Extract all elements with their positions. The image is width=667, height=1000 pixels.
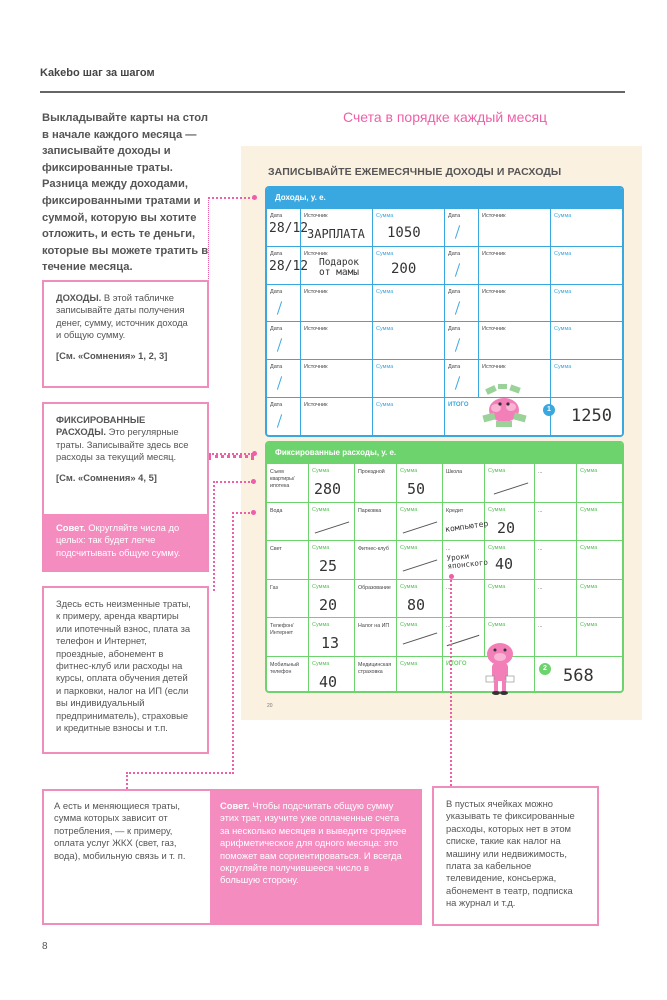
date-cell (267, 398, 301, 435)
running-head: Kakebo шаг за шагом (40, 67, 155, 79)
source-label: Источник (482, 288, 506, 295)
sum-label: Сумма (376, 288, 394, 295)
expense-name-cell (355, 541, 397, 579)
sum-label: Сумма (488, 468, 506, 474)
page-number: 8 (42, 941, 48, 952)
source-cell (301, 247, 373, 284)
expense-name-cell (355, 464, 397, 502)
expense-sum-cell (397, 541, 443, 579)
expense-name: ... (446, 546, 451, 552)
income-table-title: Доходы, у. е. (267, 188, 622, 208)
tip-text: Чтобы подсчитать общую сумму этих трат, изучите уже оплаченные счета за несколько месяцев и выведите среднее арифметическое для одного месяца: это поможет вам сориентироваться. И всегда округляйте получившееся число в большую сторону. (220, 800, 407, 886)
source-label: Источник (304, 288, 328, 295)
dash-mark (403, 559, 438, 571)
sum-label: Сумма (554, 326, 572, 333)
tip-rounding-box (44, 514, 207, 570)
handwritten-sum: 40 (495, 555, 514, 573)
sum-label: Сумма (554, 213, 572, 219)
expense-name-cell (535, 580, 577, 618)
sheet-title: Счета в порядке каждый месяц (343, 109, 548, 125)
handwritten-sum: 1050 (387, 225, 421, 241)
income-total-badge: 1 (543, 404, 555, 416)
handwritten-sum: 50 (407, 480, 426, 498)
connector-dot (251, 510, 256, 515)
pig-with-money-icon (478, 384, 530, 430)
handwritten-sum: 80 (407, 595, 426, 614)
intro-paragraph: Выкладывайте карты на стол в начале каждого месяца — записывайте доходы и фиксированные траты. Разница между доходами, фиксированными тратами и суммой, которую вы хотите отложить, и есть те деньги, которые вы можете тратить в течение месяца. (42, 112, 209, 274)
expense-sum-cell (577, 580, 624, 618)
expense-name: ... (446, 623, 451, 629)
date-cell (267, 322, 301, 359)
dash-mark (494, 482, 529, 494)
fixed-row (267, 540, 622, 579)
expense-name: Налог на ИП (358, 623, 390, 629)
date-cell (267, 209, 309, 246)
income-callout-body: В этой табличке записывайте даты получения денег, сумму, источник дохода и общую сумму. (56, 292, 188, 341)
unchanging-expenses-text: Здесь есть неизменные траты, к примеру, аренда квартиры или ипотечный взнос, плата за телефон и Интернет, проездные, абонемент в фитнес-клуб или расходы на курсы, оплата обучения детей и парковки, налог на ИП (если вы индивидуальный предприниматель), страховые и кредитные взносы и т.п. (56, 598, 191, 734)
expense-sum-cell (577, 618, 624, 656)
sum-label: Сумма (580, 545, 598, 551)
fixed-callout-text (56, 414, 195, 464)
handwritten-source: Подарок от мамы (318, 256, 360, 278)
date-label: Дата (270, 364, 283, 371)
tip-label: Совет. (56, 522, 86, 533)
connector-line (450, 576, 452, 786)
source-label: Источник (482, 250, 506, 257)
expense-name: Медицинская страховка (358, 661, 392, 675)
expense-sum-cell (485, 464, 535, 502)
date-label: Дата (270, 326, 283, 333)
expense-name: Газ (270, 584, 278, 591)
expense-name-cell (355, 503, 397, 541)
handwritten-sum: 200 (391, 260, 417, 277)
slash-mark (455, 225, 460, 239)
connector-dot (449, 574, 454, 579)
slash-mark (455, 339, 460, 353)
expense-name-cell (535, 464, 577, 502)
expense-name: ... (538, 507, 543, 514)
expense-sum-cell (397, 618, 443, 656)
date-cell (445, 247, 479, 284)
expense-sum-cell (485, 541, 535, 579)
date-label: Дата (448, 364, 461, 371)
fixed-callout-content (44, 404, 207, 494)
expense-name: Проездной (358, 469, 385, 475)
expense-name-cell (267, 503, 309, 541)
income-row (267, 359, 622, 397)
source-label: Источник (482, 213, 506, 219)
sum-cell (551, 247, 624, 284)
expense-sum-cell (397, 503, 443, 541)
sum-cell (373, 209, 445, 246)
worksheet-page-number: 20 (267, 703, 273, 709)
handwritten-sum: 20 (497, 518, 516, 537)
income-table (265, 186, 624, 437)
expense-name-cell (535, 503, 577, 541)
date-cell (267, 247, 309, 284)
handwritten-date: 28/12 (269, 258, 309, 274)
expense-name: Телефон/ Интернет (270, 623, 294, 636)
sum-label: Сумма (400, 468, 418, 474)
connector-dot (251, 479, 256, 484)
sum-label: Сумма (554, 364, 572, 371)
connector-line (208, 453, 254, 458)
source-label: Источник (304, 213, 328, 219)
sum-label: Сумма (376, 326, 394, 333)
fixed-total-badge: 2 (539, 663, 551, 675)
sum-cell (551, 209, 624, 246)
fixed-table-title: Фиксированные расходы, у. е. (267, 443, 622, 463)
sum-label: Сумма (400, 660, 418, 667)
handwritten-note: компьютер (444, 518, 489, 534)
expense-name: ... (446, 584, 451, 591)
expense-name-cell (267, 464, 309, 502)
expense-name: Парковка (358, 507, 382, 514)
fixed-row (267, 656, 622, 694)
fixed-callout-reference: [См. «Сомнения» 4, 5] (56, 471, 157, 483)
expense-name-cell (535, 541, 577, 579)
expense-name-cell (267, 618, 309, 656)
expense-name: Свет (270, 546, 282, 552)
sum-cell (551, 285, 624, 322)
slash-mark (455, 376, 460, 390)
expense-sum-cell (309, 618, 355, 656)
fixed-total-value: 568 (563, 665, 594, 686)
fixed-row (267, 617, 622, 656)
variable-expenses-text: А есть и меняющиеся траты, сумма которых зависит от потребления, — к примеру, оплата услуг ЖКХ (свет, газ, вода), мобильную связь и т. п. (54, 800, 186, 861)
sum-label: Сумма (312, 622, 330, 628)
sum-label: Сумма (400, 545, 418, 551)
income-row (267, 208, 622, 246)
sum-cell (373, 322, 445, 359)
expense-sum-cell (397, 464, 443, 502)
expense-name: Съем квартиры/ ипотека (270, 469, 295, 489)
expense-name: ... (538, 623, 543, 629)
date-label: Дата (270, 250, 283, 257)
slash-mark (277, 301, 282, 315)
date-cell (445, 360, 479, 397)
source-cell (479, 209, 551, 246)
sum-label: Сумма (312, 583, 330, 590)
fixed-total-label: ИТОГО (446, 660, 467, 667)
expense-name: Образование (358, 584, 391, 591)
income-callout-box (42, 280, 209, 388)
handwritten-source: ЗАРПЛАТА (307, 227, 365, 241)
expense-name-cell (267, 657, 309, 694)
expense-sum-cell (577, 503, 624, 541)
sum-label: Сумма (376, 364, 394, 371)
expense-name: Школа (446, 469, 463, 475)
date-cell (445, 322, 479, 359)
tip-label: Совет. (220, 800, 250, 811)
expense-sum-cell (397, 580, 443, 618)
handwritten-sum: 20 (319, 595, 338, 614)
source-label: Источник (482, 364, 506, 371)
source-cell (479, 285, 551, 322)
sum-label: Сумма (488, 545, 506, 551)
sum-label: Сумма (312, 545, 330, 551)
slash-mark (277, 376, 282, 390)
slash-mark (277, 414, 282, 428)
fixed-callout-heading: ФИКСИРОВАННЫЕ РАСХОДЫ. (56, 414, 146, 438)
expense-sum-cell (397, 657, 443, 694)
income-callout-text (56, 292, 195, 342)
handwritten-sum: 13 (321, 634, 340, 652)
expense-name: Фитнес-клуб (358, 546, 389, 552)
connector-dot (252, 451, 257, 456)
expense-sum-cell (309, 541, 355, 579)
expense-name-cell (267, 580, 309, 618)
sum-cell (551, 360, 624, 397)
expense-sum-cell (577, 541, 624, 579)
expense-name-cell (535, 618, 577, 656)
variable-expenses-box (42, 789, 422, 925)
expense-name-cell (267, 541, 309, 579)
income-row (267, 321, 622, 359)
sum-label: Сумма (376, 213, 394, 219)
date-cell (267, 360, 301, 397)
unchanging-expenses-box (42, 586, 209, 754)
expense-name-cell (355, 580, 397, 618)
sum-label: Сумма (400, 583, 418, 590)
date-cell (445, 285, 479, 322)
expense-sum-cell (309, 464, 355, 502)
header-rule (40, 91, 625, 93)
handwritten-sum: 280 (314, 480, 342, 498)
income-total-cell (547, 398, 624, 435)
sum-label: Сумма (554, 250, 572, 257)
source-cell (479, 247, 551, 284)
expense-name: ... (538, 584, 543, 591)
sum-label: Сумма (580, 506, 598, 513)
sum-label: Сумма (580, 468, 598, 474)
expense-name: Кредит (446, 507, 464, 514)
empty-cells-box (432, 786, 599, 926)
fixed-row (267, 579, 622, 618)
expense-name-cell (443, 541, 489, 579)
expense-name-cell (355, 657, 397, 694)
expense-name-cell (443, 464, 485, 502)
source-label: Источник (304, 326, 328, 333)
expense-name-cell (443, 503, 489, 541)
date-label: Дата (270, 401, 283, 408)
sum-label: Сумма (400, 506, 418, 513)
sum-label: Сумма (488, 622, 506, 628)
income-total-label: ИТОГО (448, 401, 469, 408)
handwritten-sum: 25 (319, 557, 338, 575)
date-cell (445, 209, 479, 246)
source-cell (301, 209, 373, 246)
income-row (267, 397, 622, 435)
source-cell (301, 322, 373, 359)
worksheet-heading: ЗАПИСЫВАЙТЕ ЕЖЕМЕСЯЧНЫЕ ДОХОДЫ И РАСХОДЫ (268, 166, 562, 178)
source-label: Источник (304, 401, 328, 408)
expense-name: ... (538, 546, 543, 552)
dash-mark (403, 521, 438, 533)
source-label: Источник (304, 250, 328, 257)
tip-average-box (210, 791, 420, 923)
sum-label: Сумма (554, 288, 572, 295)
sum-cell (373, 360, 445, 397)
date-cell (267, 285, 301, 322)
source-cell (301, 360, 373, 397)
slash-mark (455, 263, 460, 277)
date-label: Дата (448, 213, 461, 219)
sum-label: Сумма (488, 583, 506, 590)
fixed-total-cell (535, 657, 624, 694)
income-callout-heading: ДОХОДЫ. (56, 292, 102, 303)
source-label: Источник (482, 326, 506, 333)
source-cell (301, 285, 373, 322)
expense-sum-cell (485, 503, 535, 541)
date-label: Дата (270, 213, 283, 219)
expense-sum-cell (309, 580, 355, 618)
expense-name: Вода (270, 507, 283, 514)
expense-name: ... (538, 469, 543, 475)
pig-empty-pockets-icon (478, 638, 522, 698)
expense-sum-cell (309, 503, 355, 541)
connector-line (208, 197, 254, 317)
sum-label: Сумма (400, 622, 418, 628)
empty-cells-text: В пустых ячейках можно указывать те фиксированные расходы, которых нет в этом списке, такие как налог на машину или недвижимость, плата за кабельное телевидение, консьержа, абонемент в театр, подписка на журнал и т.д. (446, 798, 575, 909)
dash-mark (315, 521, 350, 533)
fixed-row (267, 502, 622, 541)
sum-cell (373, 247, 445, 284)
dash-mark (403, 632, 438, 644)
sum-label: Сумма (488, 506, 506, 513)
expense-sum-cell (485, 580, 535, 618)
handwritten-date: 28/12 (269, 221, 309, 236)
income-total-value: 1250 (571, 405, 612, 426)
expense-sum-cell (309, 657, 355, 694)
expense-sum-cell (577, 464, 624, 502)
income-row (267, 284, 622, 322)
sum-label: Сумма (580, 622, 598, 628)
fixed-callout-body: Это регулярные траты. Записывайте здесь все расходы за текущий месяц. (56, 426, 189, 463)
sum-label: Сумма (312, 506, 330, 513)
sum-label: Сумма (312, 660, 330, 667)
connector-dot (252, 195, 257, 200)
slash-mark (277, 339, 282, 353)
date-label: Дата (448, 288, 461, 295)
sum-label: Сумма (376, 250, 394, 257)
sum-label: Сумма (376, 401, 394, 408)
date-label: Дата (270, 288, 283, 295)
fixed-expenses-table (265, 441, 624, 693)
handwritten-note: Уроки японского (446, 551, 489, 571)
date-label: Дата (448, 250, 461, 257)
tip-text: Округляйте числа до целых: так будет легче подсчитывать общую сумму. (56, 522, 181, 558)
expense-name: Мобильный телефон (270, 661, 299, 675)
sum-cell (373, 398, 445, 435)
connector-line (232, 512, 254, 774)
handwritten-sum: 40 (319, 672, 338, 691)
income-row (267, 246, 622, 284)
source-cell (301, 398, 373, 435)
sum-cell (551, 322, 624, 359)
date-label: Дата (448, 326, 461, 333)
sum-label: Сумма (580, 583, 598, 590)
source-label: Источник (304, 364, 328, 371)
expense-name-cell (355, 618, 397, 656)
slash-mark (455, 301, 460, 315)
sum-label: Сумма (312, 468, 330, 474)
fixed-callout-box (42, 402, 209, 572)
income-callout-reference: [См. «Сомнения» 1, 2, 3] (56, 349, 168, 361)
sum-cell (373, 285, 445, 322)
fixed-row (267, 463, 622, 502)
source-cell (479, 322, 551, 359)
